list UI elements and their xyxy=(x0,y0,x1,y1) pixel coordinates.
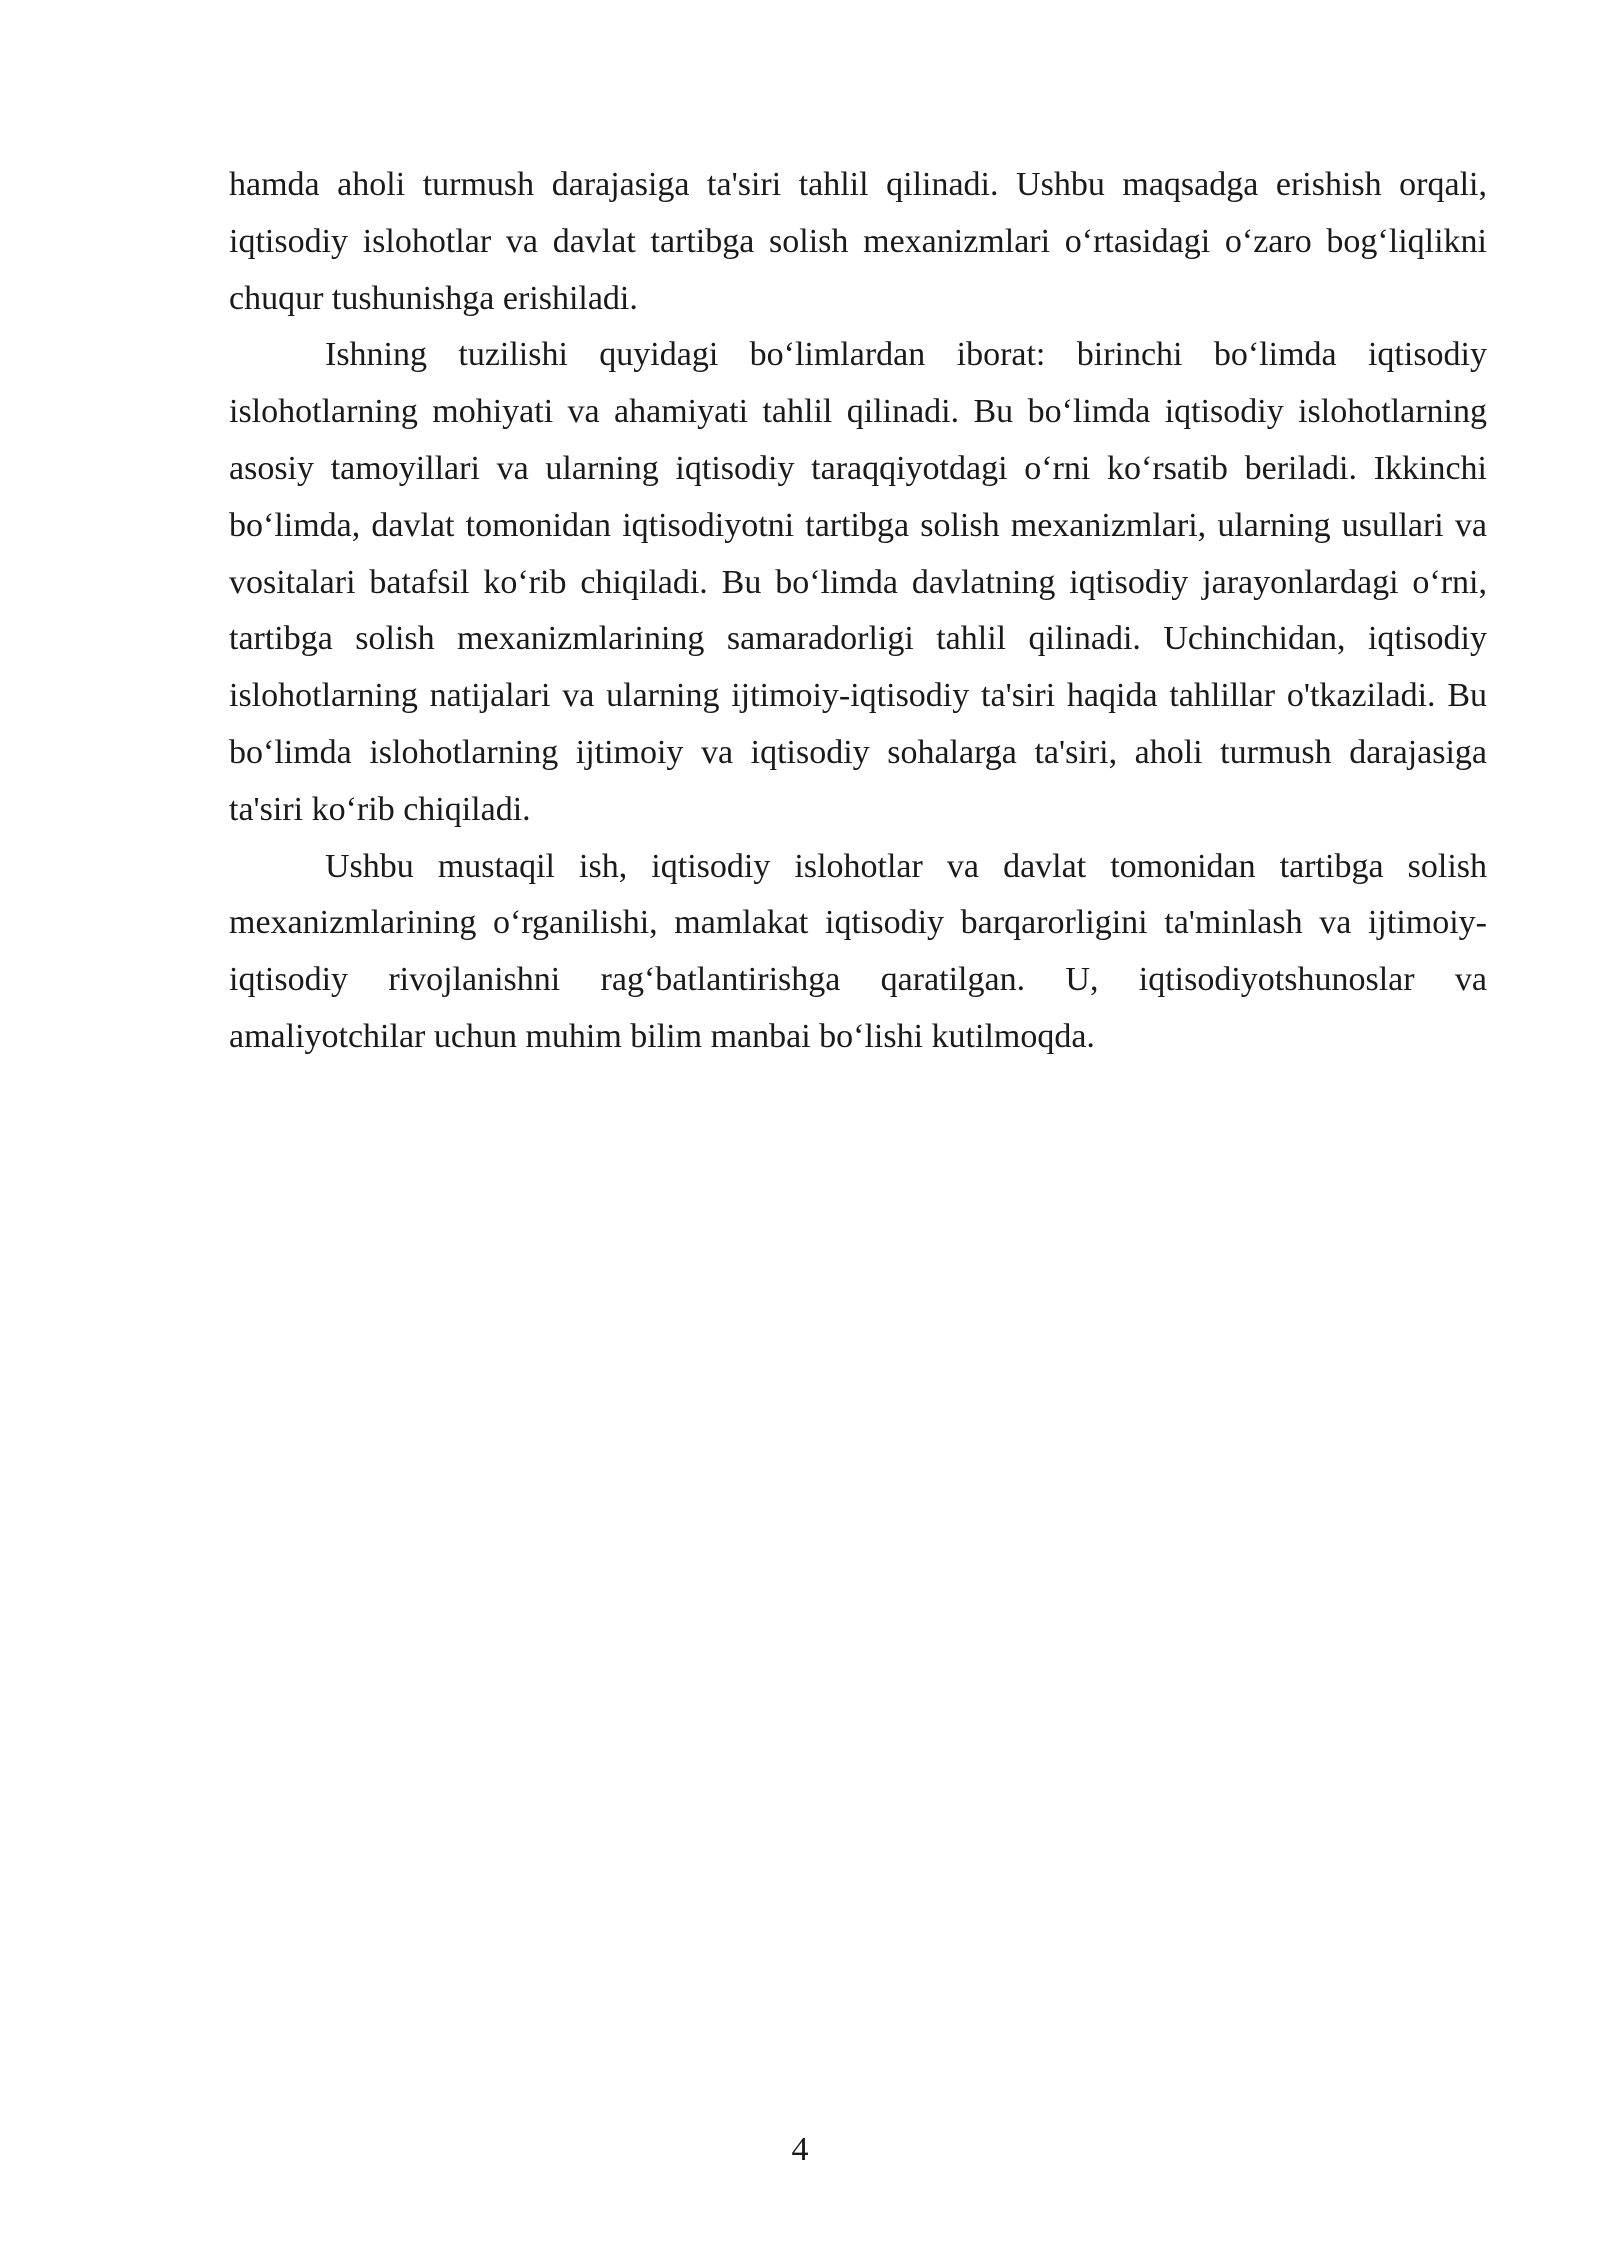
paragraph-conclusion: Ushbu mustaqil ish, iqtisodiy islohotlar va davlat tomonidan tartibga solish mexanizmlarining o‘rganilishi, mamlakat iqtisodiy barqarorligini ta'minlash va ijtimoiy-iqtisodiy rivojlanishni rag‘batlantirishga qaratilgan. U, iqtisodiyotshunoslar va amaliyotchilar uchun muhim bilim manbai bo‘lishi kutilmoqda. xyxy=(229,847,1487,1055)
paragraph-structure: Ishning tuzilishi quyidagi bo‘limlardan iborat: birinchi bo‘limda iqtisodiy islohotlarning mohiyati va ahamiyati tahlil qilinadi. Bu bo‘limda iqtisodiy islohotlarning asosiy tamoyillari va ularning iqtisodiy taraqqiyotdagi o‘rni ko‘rsatib beriladi. Ikkinchi bo‘limda, davlat tomonidan iqtisodiyotni tartibga solish mexanizmlari, ularning usullari va vositalari batafsil ko‘rib chiqiladi. Bu bo‘limda davlatning iqtisodiy jarayonlardagi o‘rni, tartibga solish mexanizmlarining samaradorligi tahlil qilinadi. Uchinchidan, iqtisodiy islohotlarning natijalari va ularning ijtimoiy-iqtisodiy ta'siri haqida tahlillar o'tkaziladi. Bu bo‘limda islohotlarning ijtimoiy va iqtisodiy sohalarga ta'siri, aholi turmush darajasiga ta'siri ko‘rib chiqiladi. xyxy=(229,336,1487,828)
paragraph-continuation: hamda aholi turmush darajasiga ta'siri tahlil qilinadi. Ushbu maqsadga erishish orqali, iqtisodiy islohotlar va davlat tartibga solish mexanizmlari o‘rtasidagi o‘zaro bog‘liqlikni chuqur tushunishga erishiladi. xyxy=(229,166,1487,317)
body-text xyxy=(229,157,1487,1066)
page-number: 4 xyxy=(791,2131,809,2168)
